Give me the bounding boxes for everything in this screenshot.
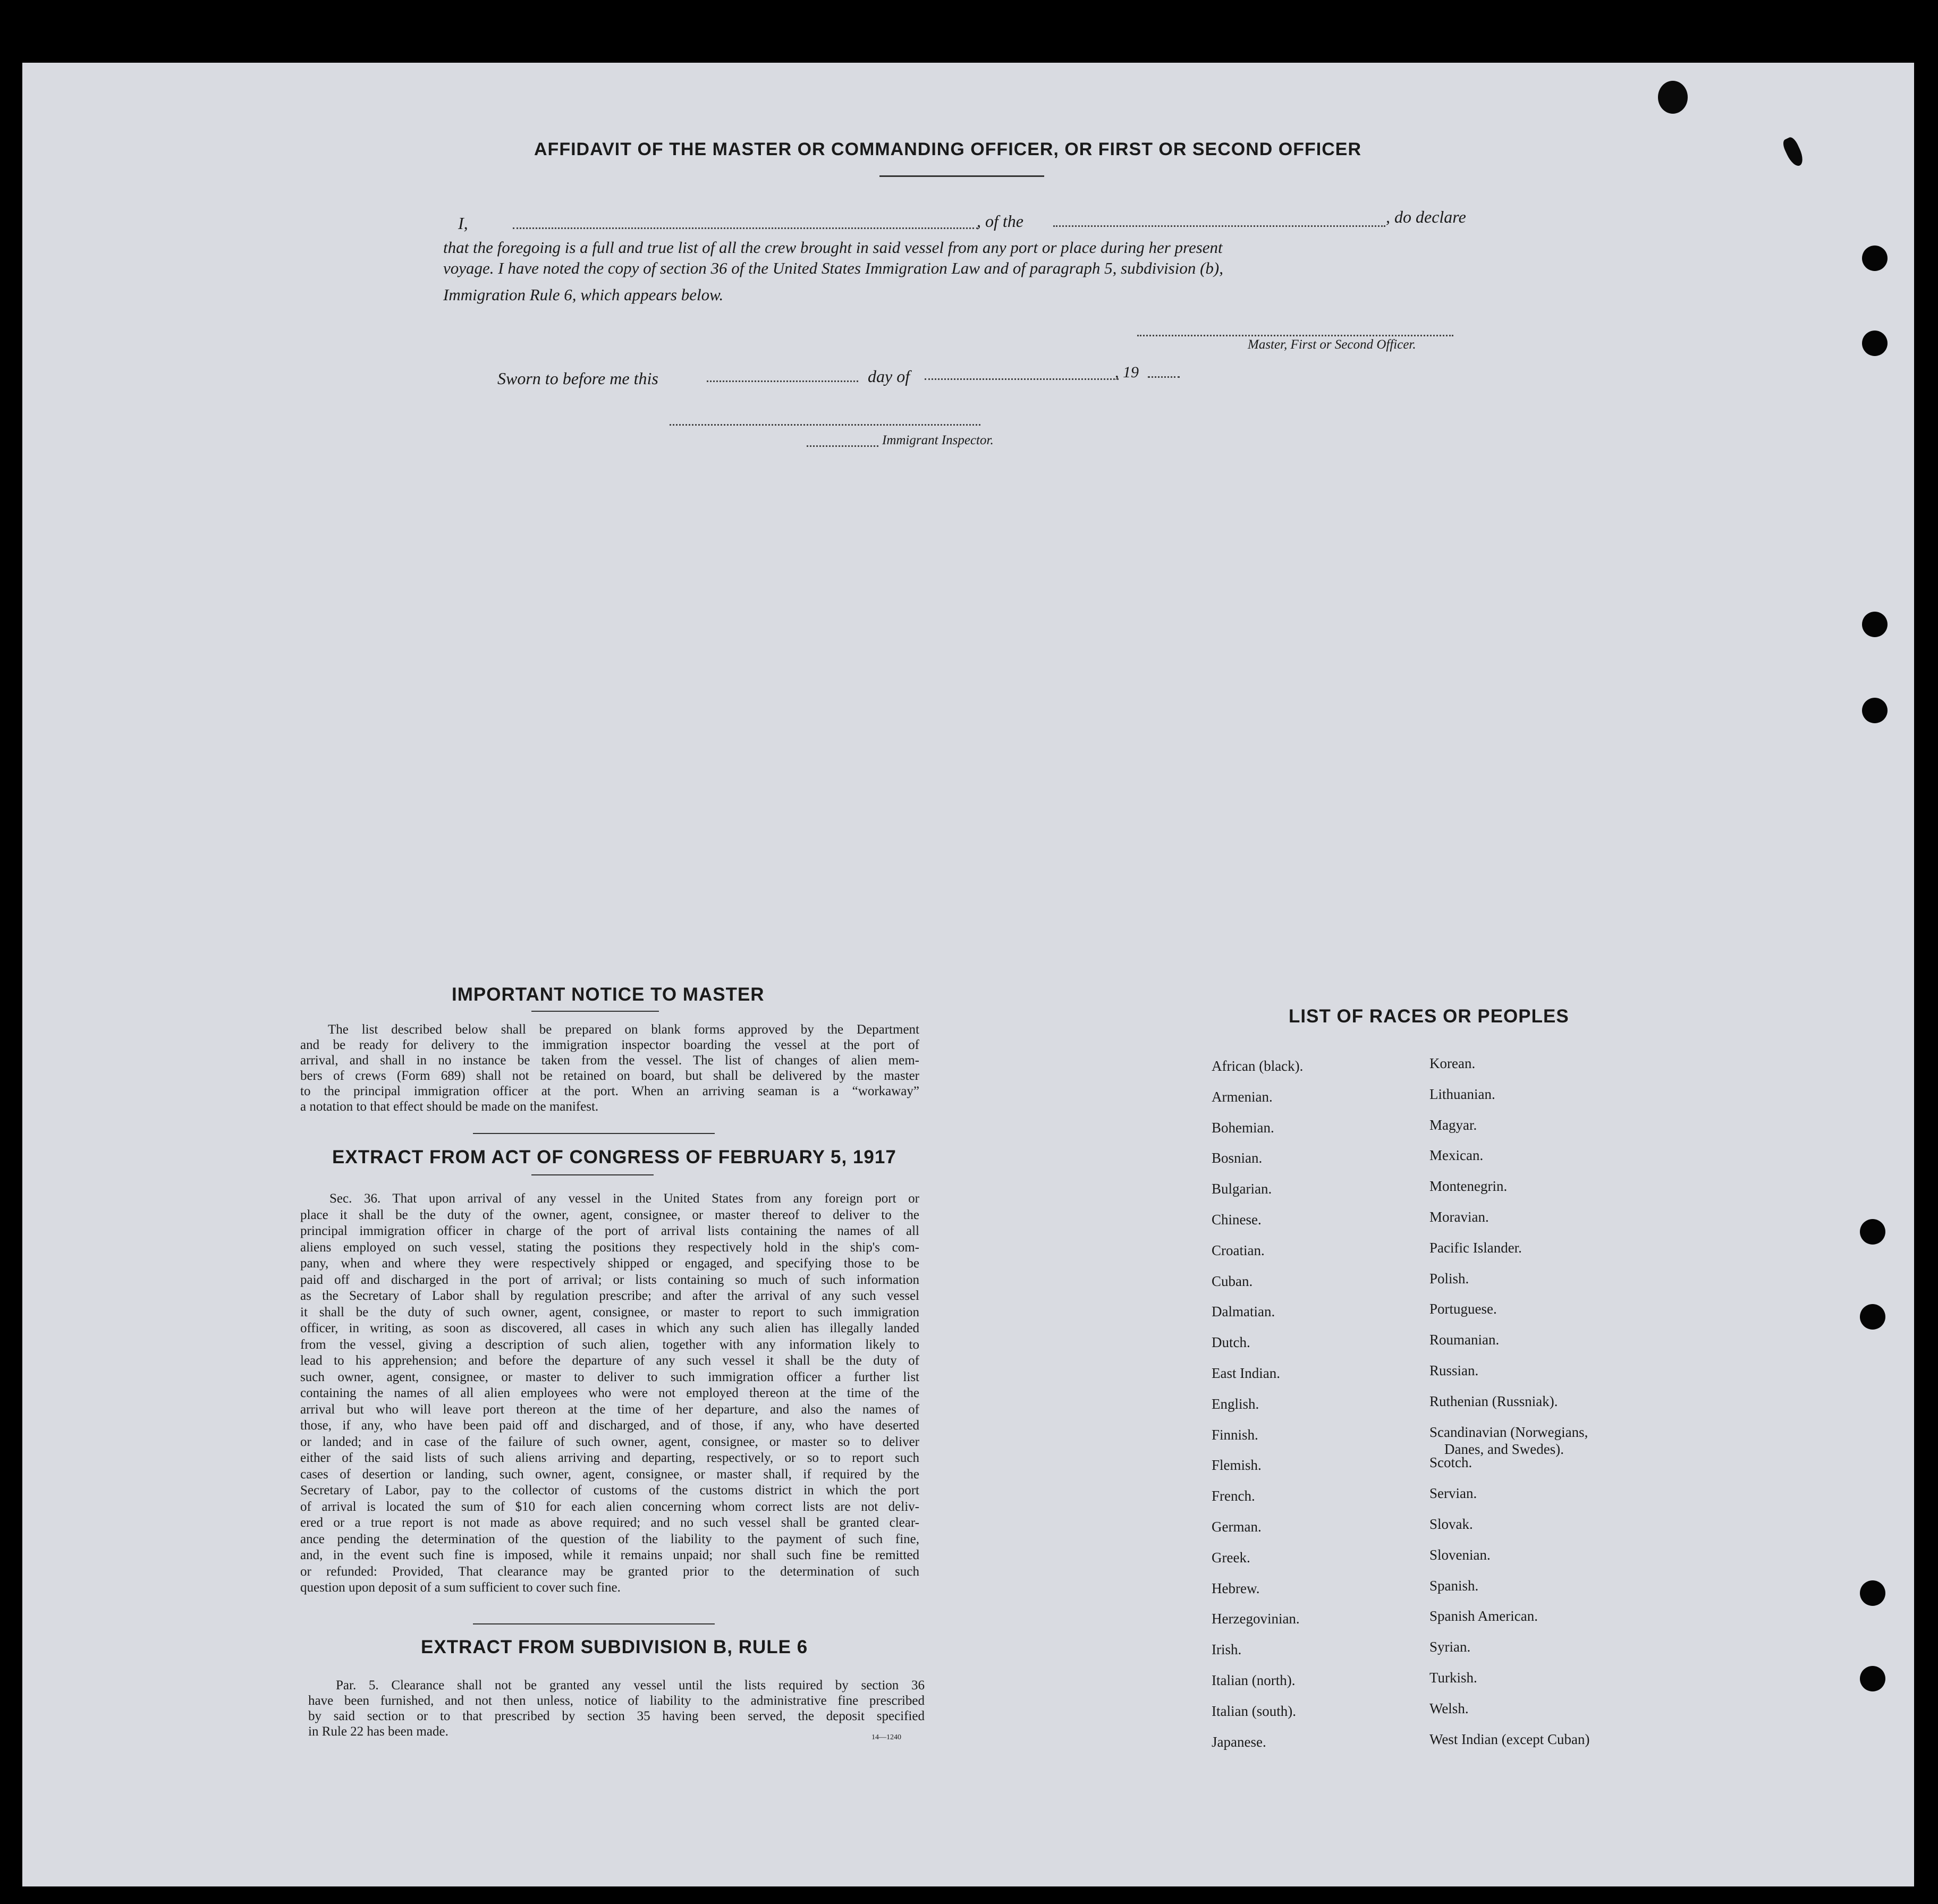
sworn-year: , 19: [1115, 363, 1139, 381]
race-entry: Finnish.: [1212, 1426, 1258, 1443]
race-entry: English.: [1212, 1395, 1259, 1412]
punch-hole: [1860, 1219, 1885, 1245]
act-divider: [473, 1623, 715, 1624]
notice-line: a notation to that effect should be made on the manifest.: [300, 1099, 599, 1114]
race-entry: Slovenian.: [1429, 1546, 1491, 1563]
race-entry: Danes, and Swedes).: [1444, 1441, 1564, 1457]
race-entry: Japanese.: [1212, 1733, 1266, 1750]
act-line: as the Secretary of Labor shall by regulation prescribe; and after the arrival of any such vessel: [300, 1289, 919, 1303]
declare-line-3: voyage. I have noted the copy of section 36 of the United States Immigration Law and of paragraph 5, subdivision (b),: [443, 259, 1223, 277]
race-entry: Irish.: [1212, 1641, 1242, 1658]
document-page: [22, 63, 1914, 1886]
act-line: Secretary of Labor, pay to the collector of customs of the customs district in which the port: [300, 1483, 919, 1497]
punch-hole: [1862, 331, 1888, 356]
declare-line-declare: , do declare: [1386, 207, 1466, 226]
race-entry: Italian (north).: [1212, 1672, 1296, 1688]
race-entry: Chinese.: [1212, 1212, 1262, 1228]
act-line: arrival but who will leave port thereon at the time of her departure, and also the names of: [300, 1402, 919, 1417]
title-divider: [879, 175, 1044, 177]
race-entry: Moravian.: [1429, 1209, 1489, 1225]
race-entry: Scandinavian (Norwegians,: [1429, 1424, 1588, 1440]
race-entry: Montenegrin.: [1429, 1178, 1508, 1195]
rule-line: by said section or to that prescribed by section 35 having been served, the deposit specified: [308, 1709, 925, 1723]
act-title: EXTRACT FROM ACT OF CONGRESS OF FEBRUARY 5, 1917: [332, 1147, 896, 1167]
race-entry: Roumanian.: [1429, 1332, 1500, 1348]
rule-paragraph: [308, 1678, 925, 1739]
notice-title: IMPORTANT NOTICE TO MASTER: [452, 984, 765, 1005]
sworn-prefix: Sworn to before me this: [497, 369, 658, 388]
act-line: it shall be the duty of such owner, agent, consignee, or master to report to such immigration: [300, 1305, 919, 1319]
act-line: paid off and discharged in the port of arrival; or lists containing so much of such information: [300, 1272, 919, 1287]
sworn-month-blank: [925, 378, 1119, 380]
punch-hole: [1860, 1580, 1885, 1606]
race-entry: Bosnian.: [1212, 1150, 1263, 1166]
race-entry: Pacific Islander.: [1429, 1239, 1522, 1256]
sworn-year-blank: [1148, 376, 1180, 378]
races-title: LIST OF RACES OR PEOPLES: [1289, 1006, 1569, 1027]
race-entry: Welsh.: [1429, 1700, 1469, 1716]
race-entry: Dalmatian.: [1212, 1304, 1275, 1320]
race-entry: Magyar.: [1429, 1116, 1477, 1133]
punch-hole: [1862, 698, 1888, 723]
rule-line: in Rule 22 has been made.: [308, 1724, 448, 1739]
race-entry: Russian.: [1429, 1363, 1479, 1378]
master-signature-blank: [1137, 335, 1453, 336]
act-line: pany, when and where they were respectively shipped or engaged, and specifying those to be: [300, 1256, 919, 1271]
act-line: or landed; and in case of the failure of such owner, agent, consignee, or master so to deliver: [300, 1434, 919, 1449]
race-entry: Italian (south).: [1212, 1703, 1296, 1719]
rule-line: Par. 5. Clearance shall not be granted any vessel until the lists required by section 36: [336, 1678, 925, 1693]
race-entry: Armenian.: [1212, 1088, 1273, 1105]
inspector-leader: [807, 445, 878, 447]
act-line: those, if any, who have been paid off and discharged, and of those, if any, who have deserted: [300, 1418, 919, 1433]
act-line: containing the names of all alien employees who were not employed thereon at the time of the: [300, 1386, 919, 1400]
notice-line: bers of crews (Form 689) shall not be retained on board, but shall be delivered by the master: [300, 1069, 919, 1083]
act-line: ered or a true report is not made as above required; and no such vessel shall be granted clear-: [300, 1516, 919, 1530]
rule-line: have been furnished, and not then unless, notice of liability to the administrative fine prescribed: [308, 1694, 925, 1708]
inspector-signature-blank: [670, 424, 980, 426]
form-number: 14—1240: [871, 1733, 901, 1741]
race-entry: Croatian.: [1212, 1242, 1265, 1258]
act-line: aliens employed on such vessel, stating the positions they respectively hold in the ship's com-: [300, 1240, 919, 1255]
rule-title: EXTRACT FROM SUBDIVISION B, RULE 6: [421, 1637, 808, 1657]
act-line: principal immigration officer in charge of the port of arrival lists containing the names of all: [300, 1224, 919, 1238]
act-line: ance pending the determination of the question of the liability to the payment of such fine,: [300, 1531, 919, 1546]
race-entry: Herzegovinian.: [1212, 1611, 1300, 1627]
race-entry: French.: [1212, 1488, 1255, 1504]
race-entry: African (black).: [1212, 1058, 1304, 1074]
race-entry: Lithuanian.: [1429, 1086, 1495, 1102]
name-blank: [513, 227, 978, 229]
notice-line: The list described below shall be prepared on blank forms approved by the Department: [328, 1022, 919, 1037]
race-entry: Greek.: [1212, 1549, 1250, 1565]
vessel-blank: [1053, 225, 1385, 227]
punch-hole: [1862, 612, 1888, 637]
affidavit-title: AFFIDAVIT OF THE MASTER OR COMMANDING OFFICER, OR FIRST OR SECOND OFFICER: [534, 139, 1361, 159]
act-line: and, in the event such fine is imposed, while it remains unpaid; nor shall such fine be remitted: [300, 1548, 919, 1562]
act-line: Sec. 36. That upon arrival of any vessel in the United States from any foreign port or: [329, 1191, 919, 1206]
race-entry: Servian.: [1429, 1485, 1477, 1502]
punch-hole: [1862, 246, 1888, 271]
declare-line-i: I,: [458, 214, 468, 233]
master-signature-label: Master, First or Second Officer.: [1248, 337, 1416, 352]
race-entry: Dutch.: [1212, 1334, 1250, 1351]
act-line: or refunded: Provided, That clearance may be granted prior to the determination of such: [300, 1564, 919, 1579]
race-entry: Ruthenian (Russniak).: [1429, 1393, 1558, 1409]
race-entry: Bohemian.: [1212, 1119, 1274, 1136]
declare-line-of-the: , of the: [977, 211, 1023, 231]
notice-line: arrival, and shall in no instance be taken from the vessel. The list of changes of alien mem-: [300, 1053, 919, 1068]
race-entry: Turkish.: [1429, 1670, 1477, 1686]
punch-hole: [1860, 1304, 1885, 1330]
race-entry: Spanish American.: [1429, 1608, 1538, 1624]
act-line: such owner, agent, consignee, or master to deliver to such immigration officer a further list: [300, 1369, 919, 1384]
race-entry: Mexican.: [1429, 1147, 1484, 1164]
race-entry: Flemish.: [1212, 1457, 1262, 1474]
act-line: question upon deposit of a sum sufficient to cover such fine.: [300, 1580, 621, 1595]
race-entry: Bulgarian.: [1212, 1181, 1272, 1197]
sworn-day-of: day of: [868, 367, 910, 386]
inspector-signature-label: Immigrant Inspector.: [882, 433, 994, 447]
act-paragraph: [300, 1191, 919, 1596]
race-entry: Polish.: [1429, 1270, 1469, 1287]
act-line: from the vessel, giving a description of such alien, together with any information likely to: [300, 1337, 919, 1352]
notice-title-divider: [531, 1011, 659, 1012]
race-entry: Portuguese.: [1429, 1301, 1497, 1317]
race-entry: Korean.: [1429, 1055, 1476, 1071]
sworn-day-blank: [707, 380, 858, 382]
race-entry: Syrian.: [1429, 1639, 1471, 1655]
ink-blot: [1658, 81, 1688, 114]
act-line: cases of desertion or landing, such owner, agent, consignee, or master shall, if required by the: [300, 1467, 919, 1482]
race-entry: West Indian (except Cuban): [1429, 1731, 1590, 1747]
punch-hole: [1860, 1666, 1885, 1691]
act-line: either of the said lists of such aliens arriving and departing, respectively, or so to report such: [300, 1451, 919, 1465]
act-line: officer, in writing, as soon as discovered, all cases in which any such alien has illegally landed: [300, 1321, 919, 1335]
act-line: lead to his apprehension; and before the departure of any such vessel it shall be the duty of: [300, 1353, 919, 1368]
race-entry: East Indian.: [1212, 1365, 1280, 1381]
race-entry: Spanish.: [1429, 1577, 1479, 1594]
notice-divider: [473, 1133, 715, 1134]
act-title-divider: [531, 1174, 654, 1175]
race-entry: Slovak.: [1429, 1516, 1473, 1532]
race-entry: Cuban.: [1212, 1273, 1253, 1289]
notice-paragraph: [300, 1022, 919, 1114]
declare-line-4: Immigration Rule 6, which appears below.: [443, 285, 724, 304]
race-entry: Scotch.: [1429, 1454, 1472, 1471]
act-line: place it shall be the duty of the owner, agent, consignee, or master thereof to deliver to the: [300, 1207, 919, 1222]
notice-line: and be ready for delivery to the immigration inspector boarding the vessel at the port of: [300, 1038, 919, 1052]
declare-line-2: that the foregoing is a full and true list of all the crew brought in said vessel from any port or place during her present: [443, 238, 1223, 257]
act-line: of arrival is located the sum of $10 for each alien concerning whom correct lists are not deliv-: [300, 1499, 919, 1514]
notice-line: to the principal immigration officer at the port. When an arriving seaman is a “workaway”: [300, 1084, 919, 1098]
race-entry: Hebrew.: [1212, 1580, 1260, 1596]
race-entry: German.: [1212, 1519, 1262, 1535]
